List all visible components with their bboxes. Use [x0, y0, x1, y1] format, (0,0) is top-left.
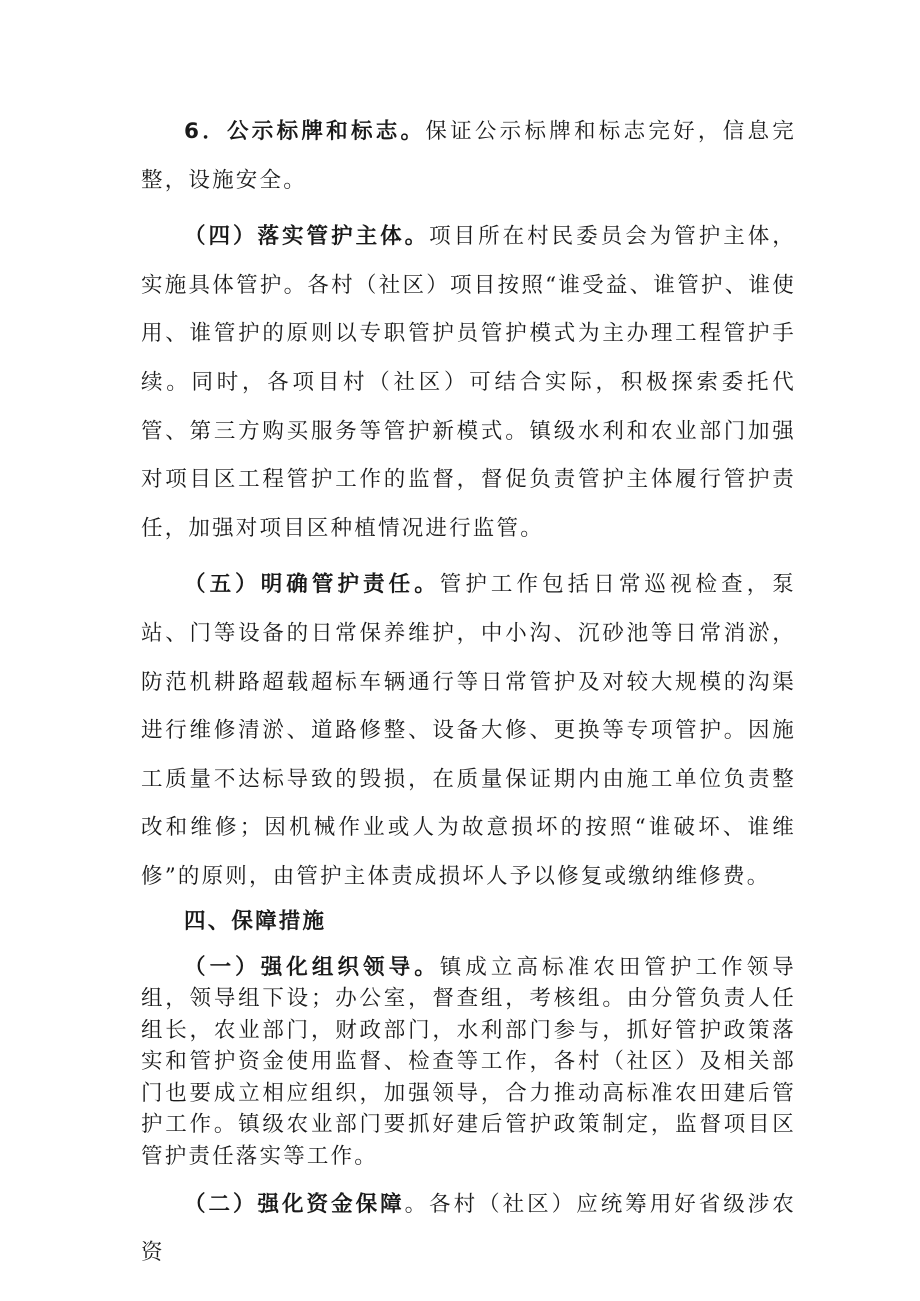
section-heading-safeguards: 四、保障措施	[184, 908, 327, 934]
paragraph-lead: （二）强化资金保障	[184, 1191, 405, 1217]
paragraph-text: 保证公示标牌和标志完好，信息完整，设施安全。	[141, 119, 796, 193]
paragraph-text: 项目所在村民委员会为管护主体，实施具体管护。各村（社区）项目按照“谁受益、谁管护、谁使用、谁管护的原则以专职管护员管护模式为主办理工程管护手续。同时，各项目村（社区）可结合实际，积极探索委托代管、第三方购买服务等管护新模式。镇级水利和农业部门加强对项目区工程管护工作的监督，督促负责管护主体履行管护责任，加强对项目区种植情况进行监管。	[141, 224, 796, 541]
paragraph-organization-leadership	[141, 952, 796, 1173]
paragraph-lead: （一）强化组织领导。	[184, 954, 440, 980]
paragraph-text: 管护工作包括日常巡视检查，泵站、门等设备的日常保养维护，中小沟、沉砂池等日常消淤，防范机耕路超载超标车辆通行等日常管护及对较大规模的沟渠进行维修清淤、道路修整、设备大修、更换等专项管护。因施工质量不达标导致的毁损，在质量保证期内由施工单位负责整改和维修；因机械作业或人为故意损坏的按照“谁破坏、谁维修”的原则，由管护主体责成损坏人予以修复或缴纳维修费。	[141, 572, 796, 889]
paragraph-lead: 6．公示标牌和标志。	[184, 119, 426, 144]
paragraph-lead: （五）明确管护责任。	[184, 572, 440, 598]
paragraph-funding-guarantee	[141, 1181, 796, 1278]
document-body	[141, 108, 796, 1278]
paragraph-lead: （四）落实管护主体。	[184, 224, 430, 250]
paragraph-text: 。各村（社区）应统筹用好省级涉农资	[141, 1191, 796, 1266]
paragraph-public-signs	[141, 108, 796, 205]
paragraph-text: 镇成立高标准农田管护工作领导组，领导组下设；办公室，督查组，考核组。由分管负责人任组长，农业部门，财政部门，水利部门参与，抓好管护政策落实和管护资金使用监督、检查等工作，各村（社区）及相关部门也要成立相应组织，加强领导，合力推动高标准农田建后管护工作。镇级农业部门要抓好建后管护政策制定，监督项目区管护责任落实等工作。	[141, 954, 796, 1170]
paragraph-management-subject	[141, 213, 796, 553]
paragraph-management-responsibility	[141, 561, 796, 901]
